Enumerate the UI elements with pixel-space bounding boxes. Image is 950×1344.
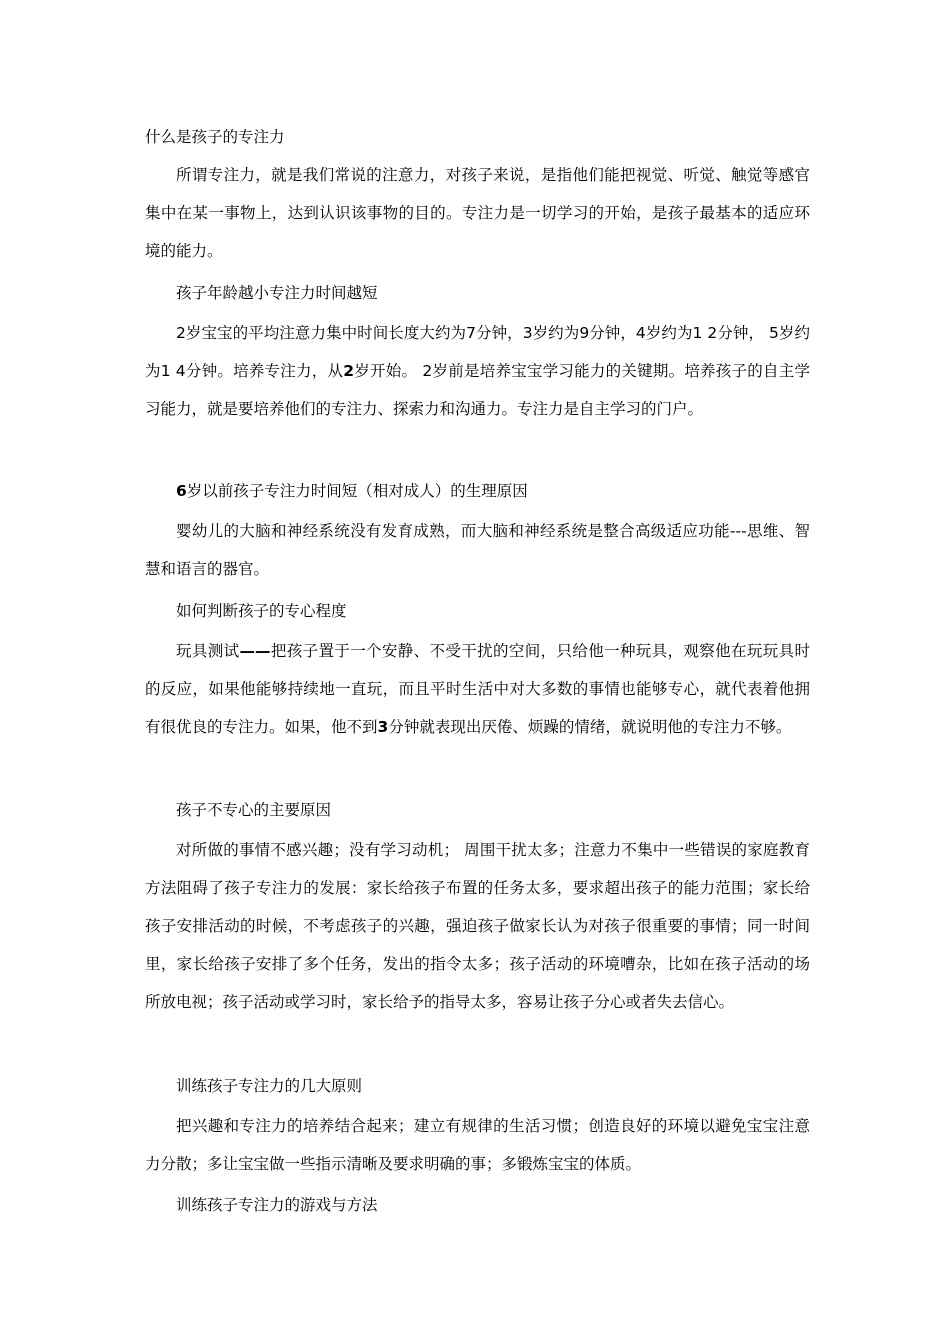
paragraph-definition: 所谓专注力，就是我们常说的注意力，对孩子来说，是指他们能把视觉、听觉、触觉等感官集中在某一事物上，达到认识该事物的目的。专注力是一切学习的开始，是孩子最基本的适应环境的能力。 [145,166,810,260]
paragraph-age-bold: 2 [343,362,355,380]
paragraph-age [145,314,810,428]
paragraph-physiology: 婴幼儿的大脑和神经系统没有发育成熟，而大脑和神经系统是整合高级适应功能---思维、智慧和语言的器官。 [145,522,810,578]
heading-physiology [145,472,810,510]
paragraph-judge-text-b: 把孩子置于一个安静、不受干扰的空间，只给他一种玩具，观察他在玩玩具时的反应，如果他能够持续地一直玩，而且平时生活中对大多数的事情也能够专心，就代表着他拥有很优良的专注力。如果，他不到 [145,642,810,736]
paragraph-judge-bold: 3 [377,718,389,736]
heading-judge: 如何判断孩子的专心程度 [176,602,347,620]
paragraph-age-text-b: 岁开始。 2岁前是培养宝宝学习能力的关键期。培养孩子的自主学习能力，就是要培养他们的专注力、探索力和沟通力。专注力是自主学习的门户。 [145,362,810,418]
paragraph-judge-text-a: 玩具测试 [176,642,240,660]
paragraph-reasons: 对所做的事情不感兴趣；没有学习动机； 周围干扰太多；注意力不集中一些错误的家庭教育方法阻碍了孩子专注力的发展：家长给孩子布置的任务太多，要求超出孩子的能力范围；家长给孩子安排活动的时候，不考虑孩子的兴趣，强迫孩子做家长认为对孩子很重要的事情；同一时间里，家长给孩子安排了多个任务，发出的指令太多；孩子活动的环境嘈杂，比如在孩子活动的场所放电视；孩子活动或学习时，家长给予的指导太多，容易让孩子分心或者失去信心。 [145,841,810,1011]
paragraph-principles: 把兴趣和专注力的培养结合起来；建立有规律的生活习惯；创造良好的环境以避免宝宝注意力分散；多让宝宝做一些指示清晰及要求明确的事；多锻炼宝宝的体质。 [145,1117,810,1173]
heading-games: 训练孩子专注力的游戏与方法 [176,1196,378,1214]
paragraph-judge [145,632,810,746]
heading-age: 孩子年龄越小专注力时间越短 [176,284,378,302]
heading-physiology-bold: 6 [176,482,187,500]
document-title: 什么是孩子的专注力 [145,128,285,146]
paragraph-age-text-a: 2岁宝宝的平均注意力集中时间长度大约为7分钟，3岁约为9分钟，4岁约为1 2分钟， 5岁约为1 4分钟。培养专注力，从 [145,324,810,380]
paragraph-judge-dash: —— [239,642,271,660]
heading-physiology-text: 岁以前孩子专注力时间短（相对成人）的生理原因 [186,482,528,500]
paragraph-judge-text-c: 分钟就表现出厌倦、烦躁的情绪，就说明他的专注力不够。 [388,718,792,736]
heading-principles: 训练孩子专注力的几大原则 [176,1077,363,1095]
heading-reasons: 孩子不专心的主要原因 [176,801,332,819]
